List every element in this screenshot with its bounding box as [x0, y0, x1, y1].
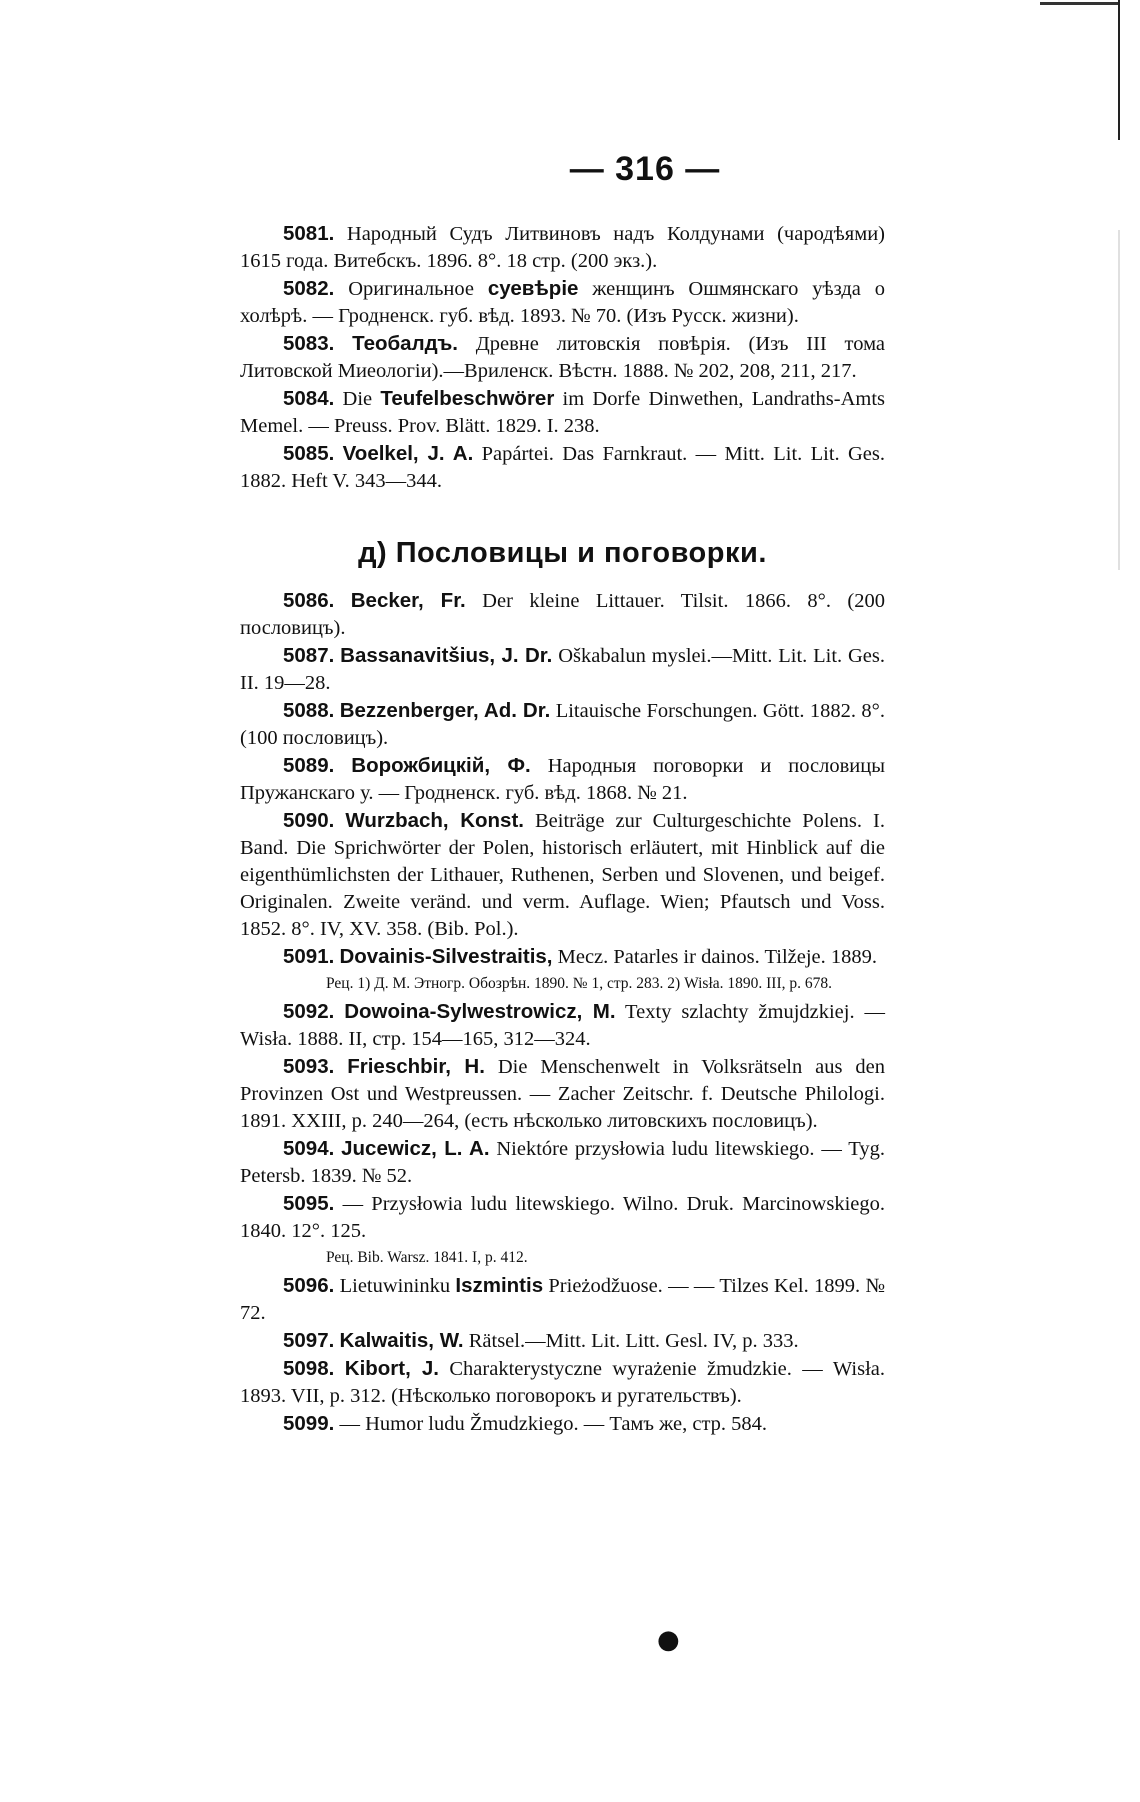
bibliography-entry	[240, 385, 885, 440]
bibliography-text	[240, 220, 885, 1438]
entry-number: 5086.	[283, 589, 335, 612]
entry-author: Jucewicz, L. A.	[341, 1137, 490, 1160]
scan-edge-line	[1118, 0, 1120, 140]
entry-prefix: Die	[342, 388, 381, 410]
bibliography-entry	[240, 275, 885, 330]
entry-review-note: Рец. 1) Д. М. Этногр. Обозрѣн. 1890. № 1, стр. 283. 2) Wisła. 1890. III, p. 678.	[326, 975, 832, 992]
entry-author: Teufelbeschwörer	[380, 387, 555, 410]
entry-number: 5095.	[283, 1192, 335, 1215]
bibliography-entry	[240, 998, 885, 1053]
entry-number: 5087.	[283, 644, 335, 667]
entry-text: Charakterystyczne wyrażenie žmudzkie. — Wisła. 1893. VII, p. 312. (Нѣсколько поговорокъ и ругательствъ).	[240, 1358, 886, 1407]
entry-author: Voelkel, J. A.	[342, 442, 474, 465]
entry-number: 5088.	[283, 699, 335, 722]
entry-text: Der kleine Littauer. Tilsit. 1866. 8°. (200 пословицъ).	[240, 590, 885, 639]
entry-number: 5093.	[283, 1055, 335, 1078]
entry-prefix: Lietuwininku	[339, 1275, 456, 1297]
bibliography-entry	[240, 943, 885, 971]
entry-author: Kalwaitis, W.	[339, 1329, 464, 1352]
entry-text: Mecz. Patarles ir dainos. Tilžeje. 1889.	[552, 946, 878, 968]
bibliography-entry	[240, 642, 885, 697]
scan-edge-shadow	[1118, 230, 1120, 570]
entry-number: 5094.	[283, 1137, 335, 1160]
bibliography-entry	[240, 1272, 885, 1327]
bibliography-entry	[240, 807, 885, 943]
entry-text: женщинъ Ошмянскаго уѣзда о холѣрѣ. — Гродненск. губ. вѣд. 1893. № 70. (Изъ Русск. жизни).	[240, 278, 886, 327]
entry-number: 5082.	[283, 277, 335, 300]
bibliography-entry	[240, 220, 885, 275]
bibliography-entry	[240, 1355, 885, 1410]
entry-number: 5099.	[283, 1412, 335, 1435]
entry-text: Papártei. Das Farnkraut. — Mitt. Lit. Lit. Ges. 1882. Heft V. 343—344.	[240, 443, 885, 492]
page-number: — 316 —	[569, 150, 721, 188]
entry-text: — Humor ludu Žmudzkiego. — Тамъ же, стр. 584.	[339, 1413, 768, 1435]
entry-text: Народныя поговорки и пословицы Пружанскаго у. — Гродненск. губ. вѣд. 1868. № 21.	[240, 755, 885, 804]
entry-text: Народный Судъ Литвиновъ надъ Колдунами (чародѣями) 1615 года. Витебскъ. 1896. 8°. 18 стр. (200 экз.).	[240, 223, 885, 272]
section-heading: д) Пословицы и поговорки.	[358, 537, 767, 569]
entry-text: Texty szlachty žmujdzkiej. — Wisła. 1888. II, стр. 154—165, 312—324.	[240, 1001, 885, 1050]
entry-number: 5092.	[283, 1000, 335, 1023]
entry-author: Bezzenberger, Ad. Dr.	[339, 699, 551, 722]
entry-author: суевѣріе	[487, 277, 579, 300]
entry-text: Die Menschenwelt in Volksrätseln aus den Provinzen Ost und Westpreussen. — Zacher Zeitschr. f. Deutsche Philologi. 1891. XXIII, p. 240—264, (есть нѣсколько литовскихъ пословицъ).	[240, 1056, 886, 1132]
bibliography-entry	[240, 752, 885, 807]
entry-prefix: Оригинальное	[348, 278, 488, 300]
bibliography-entry	[240, 587, 885, 642]
entry-author: Теобалдъ.	[352, 332, 458, 355]
entry-number: 5090.	[283, 809, 335, 832]
entry-text: Древне литовскія повѣрія. (Изъ III тома Литовской Миеологіи).—Вриленск. Вѣстн. 1888. № 202, 208, 211, 217.	[240, 333, 885, 382]
entry-number: 5081.	[283, 222, 335, 245]
entry-number: 5084.	[283, 387, 335, 410]
bibliography-entry	[240, 440, 885, 495]
entry-text: Beiträge zur Culturgeschichte Polens. I. Band. Die Sprichwörter der Polen, historisch erläutert, mit Hinblick auf die eigenthümlichsten der Lithauer, Ruthenen, Serben und Slovenen, und beigef. Originalen. Zweite veränd. und verm. Auflage. Wien; Pfautsch und Voss. 1852. 8°. IV, XV. 358. (Bib. Pol.).	[240, 810, 885, 940]
entry-text: — Przysłowia ludu litewskiego. Wilno. Druk. Marcinowskiego. 1840. 12°. 125.	[240, 1193, 886, 1242]
entry-author: Dowoina-Sylwestrowicz, M.	[344, 1000, 616, 1023]
entry-text: Litauische Forschungen. Gött. 1882. 8°. (100 пословицъ).	[240, 700, 885, 749]
entry-number: 5089.	[283, 754, 335, 777]
bibliography-entry	[240, 1053, 885, 1135]
scan-corner-mark	[1040, 2, 1120, 5]
bibliography-entry	[240, 1410, 885, 1438]
entries-after-section	[240, 587, 885, 1438]
entry-text: im Dorfe Dinwethen, Landraths-Amts Memel. — Preuss. Prov. Blätt. 1829. I. 238.	[240, 388, 885, 437]
entry-number: 5091.	[283, 945, 335, 968]
entry-number: 5085.	[283, 442, 335, 465]
entry-author: Becker, Fr.	[350, 589, 466, 612]
entry-author: Frieschbir, H.	[347, 1055, 485, 1078]
entry-text: Prieżodžuose. — — Tilzes Kel. 1899. № 72.	[240, 1275, 885, 1324]
entry-author: Iszmintis	[455, 1274, 544, 1297]
entry-number: 5098.	[283, 1357, 335, 1380]
entries-before-section	[240, 220, 885, 495]
entry-number: 5096.	[283, 1274, 335, 1297]
bibliography-entry	[240, 1190, 885, 1245]
entry-number: 5083.	[283, 332, 335, 355]
entry-number: 5097.	[283, 1329, 335, 1352]
entry-author: Ворожбицкій, Ф.	[351, 754, 531, 777]
entry-author: Wurzbach, Konst.	[345, 809, 524, 832]
entry-author: Bassanavitšius, J. Dr.	[340, 644, 553, 667]
entry-review-note: Рец. Bib. Warsz. 1841. I, p. 412.	[326, 1249, 528, 1266]
bibliography-entry	[240, 1135, 885, 1190]
entry-text: Rätsel.—Mitt. Lit. Litt. Gesl. IV, p. 333.	[463, 1330, 799, 1352]
entry-text: Niektóre przysłowia ludu litewskiego. — Tyg. Petersb. 1839. № 52.	[240, 1138, 886, 1187]
entry-author: Dovainis-Silvestraitis,	[339, 945, 553, 968]
bibliography-entry	[240, 330, 885, 385]
footer-mark: ●	[657, 1625, 680, 1655]
entry-author: Kibort, J.	[344, 1357, 439, 1380]
bibliography-entry	[240, 1327, 885, 1355]
bibliography-entry	[240, 697, 885, 752]
entry-text: Oškabalun myslei.—Mitt. Lit. Lit. Ges. II. 19—28.	[240, 645, 885, 694]
